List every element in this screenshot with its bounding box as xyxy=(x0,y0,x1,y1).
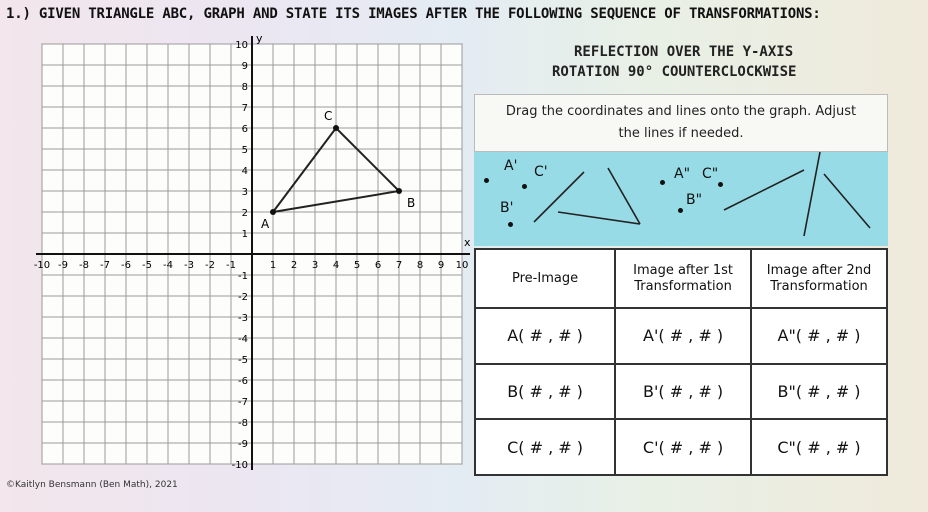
x-tick-label: 1 xyxy=(269,260,277,271)
header-image-2: Image after 2nd Transformation xyxy=(751,249,887,308)
y-tick-label: -4 xyxy=(238,334,248,345)
vertex-c xyxy=(333,125,339,131)
drag-line-3[interactable] xyxy=(608,168,640,224)
y-tick-label: 9 xyxy=(241,61,248,72)
drag-label-c2[interactable]: C" xyxy=(702,166,719,182)
vertex-label-c: C xyxy=(324,109,333,123)
drag-line-2[interactable] xyxy=(558,212,640,224)
drag-label-a2[interactable]: A" xyxy=(674,166,691,182)
x-tick-label: -4 xyxy=(163,260,173,271)
vertex-a xyxy=(270,209,276,215)
y-tick-label: -10 xyxy=(231,460,248,471)
vertex-label-a: A xyxy=(261,217,270,231)
coordinate-graph[interactable] xyxy=(0,30,471,476)
drag-line-4[interactable] xyxy=(724,170,804,210)
y-tick-label: -9 xyxy=(238,439,248,450)
drag-label-b2[interactable]: B" xyxy=(686,192,703,208)
y-tick-label: -6 xyxy=(238,376,248,387)
drag-label-c1[interactable]: C' xyxy=(534,164,548,180)
x-tick-label: 6 xyxy=(374,260,382,271)
drag-lines[interactable] xyxy=(474,152,888,246)
y-tick-label: 8 xyxy=(241,82,248,93)
table-header-row xyxy=(475,249,887,308)
vertex-b xyxy=(396,188,402,194)
x-tick-label: 9 xyxy=(437,260,445,271)
cell-a-1[interactable]: A'( # , # ) xyxy=(615,308,751,364)
y-tick-label: 10 xyxy=(235,40,248,51)
x-tick-label: -3 xyxy=(184,260,194,271)
cell-c-pre[interactable]: C( # , # ) xyxy=(475,419,615,475)
y-tick-label: -8 xyxy=(238,418,248,429)
y-tick-label: -3 xyxy=(238,313,248,324)
header-pre-image: Pre-Image xyxy=(475,249,615,308)
y-axis-label: y xyxy=(256,32,263,45)
x-tick-label: -8 xyxy=(79,260,89,271)
grid-svg[interactable] xyxy=(0,30,471,476)
x-tick-label: 5 xyxy=(353,260,361,271)
drag-area xyxy=(474,152,888,246)
y-tick-label: -2 xyxy=(238,292,248,303)
drag-line-5[interactable] xyxy=(804,152,820,236)
step-2-text: ROTATION 90° COUNTERCLOCKWISE xyxy=(552,64,797,80)
x-tick-label: -7 xyxy=(100,260,110,271)
instructions-box xyxy=(474,94,888,152)
table-row xyxy=(475,364,887,420)
x-tick-label: 4 xyxy=(332,260,340,271)
x-tick-label: -9 xyxy=(58,260,68,271)
table-row xyxy=(475,308,887,364)
x-tick-label: -1 xyxy=(226,260,236,271)
step-1-text: REFLECTION OVER THE Y-AXIS xyxy=(574,44,794,60)
x-axis-label: x xyxy=(464,236,471,249)
drag-line-6[interactable] xyxy=(824,174,870,228)
cell-b-pre[interactable]: B( # , # ) xyxy=(475,364,615,420)
cell-c-1[interactable]: C'( # , # ) xyxy=(615,419,751,475)
y-tick-label: 6 xyxy=(241,124,248,135)
instructions-line-2: the lines if needed. xyxy=(618,126,744,141)
x-tick-label: 8 xyxy=(416,260,424,271)
x-tick-label: -5 xyxy=(142,260,152,271)
cell-b-2[interactable]: B"( # , # ) xyxy=(751,364,887,420)
x-tick-label: -10 xyxy=(33,260,51,271)
x-tick-label: -2 xyxy=(205,260,215,271)
y-tick-label: 5 xyxy=(241,145,248,156)
y-tick-label: 2 xyxy=(241,208,248,219)
cell-a-2[interactable]: A"( # , # ) xyxy=(751,308,887,364)
x-tick-label: -6 xyxy=(121,260,131,271)
x-tick-label: 10 xyxy=(455,260,469,271)
x-tick-label: 7 xyxy=(395,260,403,271)
instructions-line-1: Drag the coordinates and lines onto the graph. Adjust xyxy=(505,104,857,119)
cell-a-pre[interactable]: A( # , # ) xyxy=(475,308,615,364)
cell-c-2[interactable]: C"( # , # ) xyxy=(751,419,887,475)
header-image-1: Image after 1st Transformation xyxy=(615,249,751,308)
vertex-label-b: B xyxy=(407,196,416,210)
y-tick-label: 3 xyxy=(241,187,248,198)
coordinates-table xyxy=(474,248,888,476)
y-tick-label: -1 xyxy=(238,271,248,282)
x-tick-label: 3 xyxy=(311,260,319,271)
x-tick-label: 2 xyxy=(290,260,298,271)
page-title: 1.) GIVEN TRIANGLE ABC, GRAPH AND STATE ITS IMAGES AFTER THE FOLLOWING SEQUENCE OF TRANSFORMATIONS: xyxy=(6,6,821,22)
credit-text: ©Kaitlyn Bensmann (Ben Math), 2021 xyxy=(6,480,178,490)
y-tick-label: -7 xyxy=(238,397,248,408)
y-tick-label: 7 xyxy=(241,103,248,114)
drag-label-a1[interactable]: A' xyxy=(504,158,518,174)
cell-b-1[interactable]: B'( # , # ) xyxy=(615,364,751,420)
y-tick-label: -5 xyxy=(238,355,248,366)
y-tick-label: 4 xyxy=(241,166,248,177)
drag-label-b1[interactable]: B' xyxy=(500,200,514,216)
table-row xyxy=(475,419,887,475)
y-tick-label: 1 xyxy=(241,229,248,240)
